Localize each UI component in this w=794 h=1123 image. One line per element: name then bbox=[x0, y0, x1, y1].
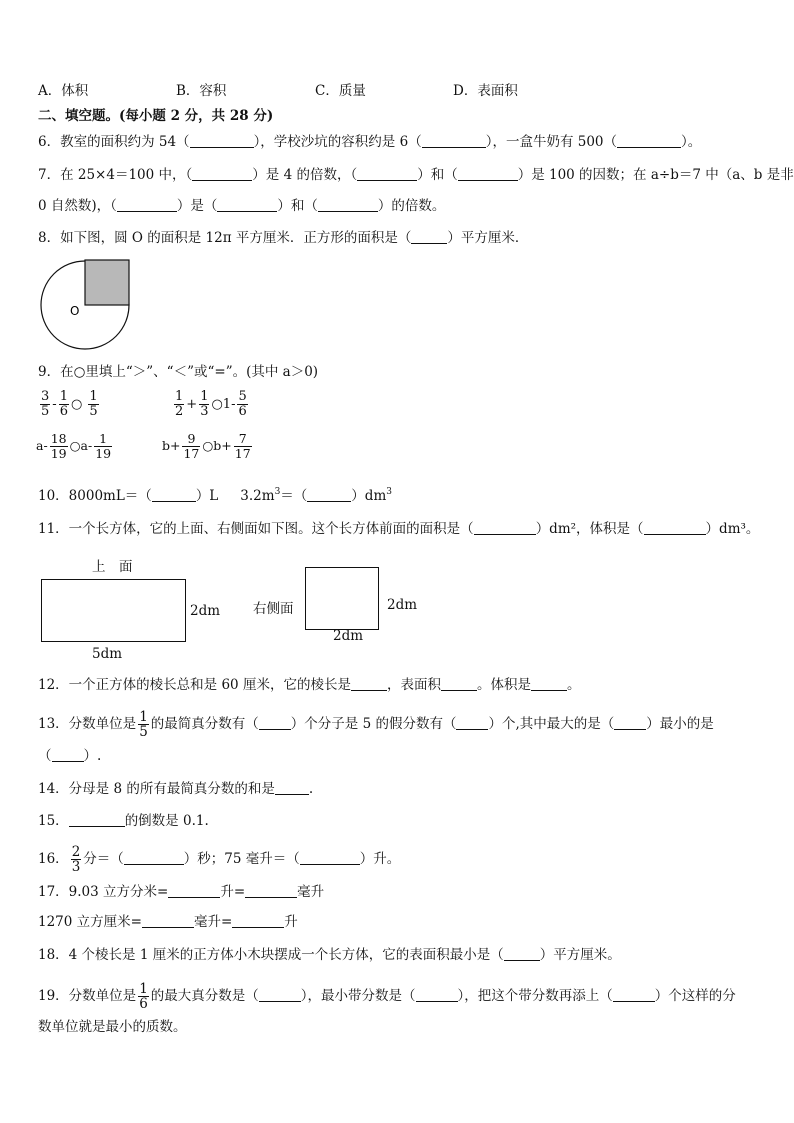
compare-circle[interactable]: ○ bbox=[70, 397, 83, 412]
answer-blank[interactable] bbox=[259, 987, 301, 1002]
answer-blank[interactable] bbox=[411, 229, 447, 244]
answer-blank[interactable] bbox=[300, 850, 360, 865]
answer-blank[interactable] bbox=[69, 812, 125, 827]
question-17-line2: 1270 立方厘米= 毫升= 升 bbox=[38, 914, 298, 930]
option-b: B．容积 bbox=[176, 83, 227, 99]
side-face-rect bbox=[305, 567, 379, 630]
side-face-label: 右侧面 bbox=[253, 601, 294, 617]
question-18: 18．4 个棱长是 1 厘米的正方体小木块摆成一个长方体，它的表面积最小是（ ）平方厘米。 bbox=[38, 947, 621, 963]
answer-blank[interactable] bbox=[307, 487, 351, 502]
compare-circle[interactable]: ○a- bbox=[69, 438, 93, 453]
compare-circle[interactable]: ○1- bbox=[211, 397, 236, 412]
option-c: C．质量 bbox=[315, 83, 366, 99]
q9-expr-2: $\frac{1}{2}$ + $\frac{1}{3}$ ○1- $\frac{5}{6}$ bbox=[175, 389, 247, 419]
section2-title: 二、填空题。(每小题 2 分，共 28 分) bbox=[38, 108, 274, 124]
answer-blank[interactable] bbox=[644, 520, 706, 535]
top-face-height: 2dm bbox=[190, 603, 221, 619]
answer-blank[interactable] bbox=[351, 676, 387, 691]
answer-blank[interactable] bbox=[613, 987, 655, 1002]
side-face-width: 2dm bbox=[333, 628, 364, 644]
answer-blank[interactable] bbox=[217, 197, 277, 212]
question-12: 12．一个正方体的棱长总和是 60 厘米，它的棱长是 ，表面积 。体积是 。 bbox=[38, 677, 581, 693]
answer-blank[interactable] bbox=[190, 133, 254, 148]
answer-blank[interactable] bbox=[192, 166, 252, 181]
answer-blank[interactable] bbox=[504, 946, 540, 961]
question-9-title: 9．在○里填上“＞”、“＜”或“=”。(其中 a＞0) bbox=[38, 364, 319, 380]
answer-blank[interactable] bbox=[531, 676, 567, 691]
answer-blank[interactable] bbox=[52, 747, 84, 762]
option-d: D．表面积 bbox=[453, 83, 518, 99]
answer-blank[interactable] bbox=[422, 133, 486, 148]
question-11: 11．一个长方体，它的上面、右侧面如下图。这个长方体前面的面积是（ ）dm²，体积是（ ）dm³。 bbox=[38, 521, 760, 537]
top-face-width: 5dm bbox=[92, 646, 123, 662]
answer-blank[interactable] bbox=[474, 520, 536, 535]
answer-blank[interactable] bbox=[245, 883, 297, 898]
circle-center-label: O bbox=[70, 304, 80, 318]
answer-blank[interactable] bbox=[168, 883, 220, 898]
question-13-line2: （ ）. bbox=[38, 748, 102, 764]
side-face-height: 2dm bbox=[387, 597, 418, 613]
question-13-line1: 13．分数单位是 $\frac{1}{5}$ 的最简真分数有（ ）个分子是 5 的假分数有（ ）个,其中最大的是（ ）最小的是 bbox=[38, 709, 714, 740]
question-14: 14．分母是 8 的所有最简真分数的和是 . bbox=[38, 781, 314, 797]
question-10: 10．8000mL＝（ ）L $3.2m^3=$（ ）$dm^3$ bbox=[38, 487, 392, 504]
question-8: 8．如下图，圆 O 的面积是 12π 平方厘米．正方形的面积是（ ）平方厘米． bbox=[38, 230, 529, 246]
answer-blank[interactable] bbox=[117, 197, 177, 212]
question-16: 16． $\frac{2}{3}$ 分＝（ ）秒；75 毫升＝（ ）升。 bbox=[38, 844, 401, 875]
top-face-label: 上 面 bbox=[92, 559, 133, 575]
top-face-rect bbox=[41, 579, 186, 642]
q9-expr-4: b+ $\frac{9}{17}$ ○b+ $\frac{7}{17}$ bbox=[162, 431, 251, 461]
answer-blank[interactable] bbox=[124, 850, 184, 865]
q9-expr-1: $\frac{3}{5}$ - $\frac{1}{6}$ ○ $\frac{1}{5}$ bbox=[41, 389, 98, 419]
answer-blank[interactable] bbox=[416, 987, 458, 1002]
answer-blank[interactable] bbox=[142, 913, 194, 928]
answer-blank[interactable] bbox=[614, 715, 646, 730]
answer-blank[interactable] bbox=[275, 780, 309, 795]
question-19-line1: 19．分数单位是 $\frac{1}{6}$ 的最大真分数是（ ），最小带分数是（ ），把这个带分数再添上（ ）个这样的分 bbox=[38, 981, 736, 1012]
question-7-line2: 0 自然数)，（ ）是（ ）和（ ）的倍数。 bbox=[38, 198, 446, 214]
q9-expr-3: a- $\frac{18}{19}$ ○a- $\frac{1}{19}$ bbox=[36, 431, 112, 461]
shaded-square bbox=[85, 260, 129, 305]
question-15: 15． 的倒数是 0.1. bbox=[38, 813, 209, 829]
answer-blank[interactable] bbox=[456, 715, 488, 730]
answer-blank[interactable] bbox=[232, 913, 284, 928]
answer-blank[interactable] bbox=[441, 676, 477, 691]
answer-blank[interactable] bbox=[259, 715, 291, 730]
circle-square-figure bbox=[38, 256, 138, 356]
question-17-line1: 17．9.03 立方分米= 升= 毫升 bbox=[38, 884, 325, 900]
answer-blank[interactable] bbox=[152, 487, 196, 502]
question-6: 6．教室的面积约为 54（ ），学校沙坑的容积约是 6（ ），一盒牛奶有 500（ ）。 bbox=[38, 134, 702, 150]
answer-blank[interactable] bbox=[357, 166, 417, 181]
question-19-line2: 数单位就是最小的质数。 bbox=[38, 1019, 187, 1035]
answer-blank[interactable] bbox=[458, 166, 518, 181]
option-a: A．体积 bbox=[38, 83, 89, 99]
q5-options bbox=[38, 81, 518, 101]
question-7-line1: 7．在 25×4＝100 中，（ ）是 4 的倍数，（ ）和（ ）是 100 的因数；在 a÷b＝7 中（a、b 是非 bbox=[38, 167, 794, 183]
compare-circle[interactable]: ○b+ bbox=[202, 438, 232, 453]
answer-blank[interactable] bbox=[318, 197, 378, 212]
answer-blank[interactable] bbox=[617, 133, 681, 148]
